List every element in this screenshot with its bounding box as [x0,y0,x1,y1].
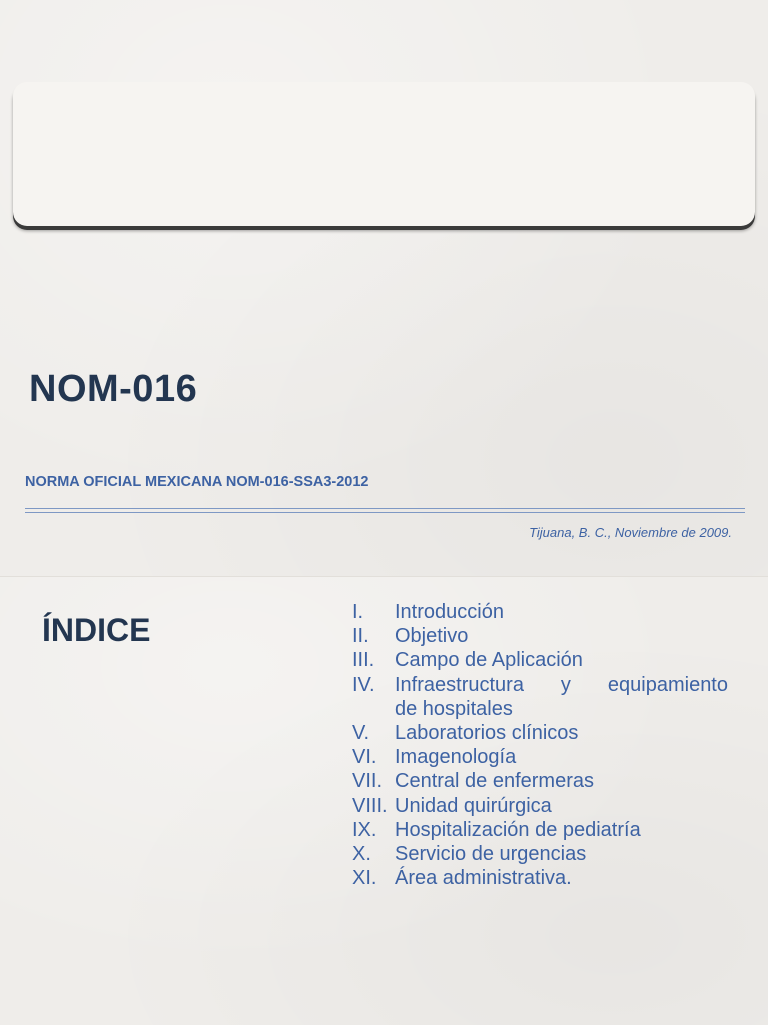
item-label: Introducción [395,601,504,623]
item-label: Campo de Aplicación [395,649,583,672]
item-number: V. [352,722,370,745]
item-label: Servicio de urgencias [395,843,587,866]
place-and-date: Tijuana, B. C., Noviembre de 2009. [529,525,732,540]
divider-line [25,508,745,509]
document-subtitle: NORMA OFICIAL MEXICANA NOM-016-SSA3-2012 [25,474,369,490]
item-number: I. [352,601,364,623]
title-placeholder-box [13,82,755,226]
item-number: XI. [352,867,377,890]
item-label: Imagenología [395,746,517,769]
list-item [352,769,728,793]
item-number: IX. [352,818,377,841]
item-number: VII. [352,770,383,793]
item-label: Infraestructura y equipamiento [395,673,728,696]
document-title: NOM-016 [29,368,198,410]
item-label: Área administrativa. [395,867,572,890]
item-number: IV. [352,673,375,696]
item-number: VIII. [352,794,388,817]
list-item [352,794,728,818]
item-label-continuation: de hospitales [395,697,513,720]
item-number: III. [352,649,375,672]
list-item [352,624,728,648]
item-label: Laboratorios clínicos [395,722,579,745]
list-item [352,673,728,721]
list-item [352,745,728,769]
list-item [352,842,728,866]
item-label-multiline [395,673,728,721]
item-number: II. [352,625,369,648]
list-item [352,818,728,842]
list-item [352,721,728,745]
list-item [352,866,728,890]
divider-line [25,512,745,513]
index-heading: ÍNDICE [42,612,151,648]
item-label: Unidad quirúrgica [395,794,552,817]
item-label: Objetivo [395,625,469,648]
list-item [352,648,728,672]
item-number: VI. [352,746,377,769]
item-number: X. [352,843,371,866]
table-of-contents [352,600,728,890]
item-label: Central de enfermeras [395,770,594,793]
item-label: Hospitalización de pediatría [395,818,641,841]
list-item [352,600,728,624]
